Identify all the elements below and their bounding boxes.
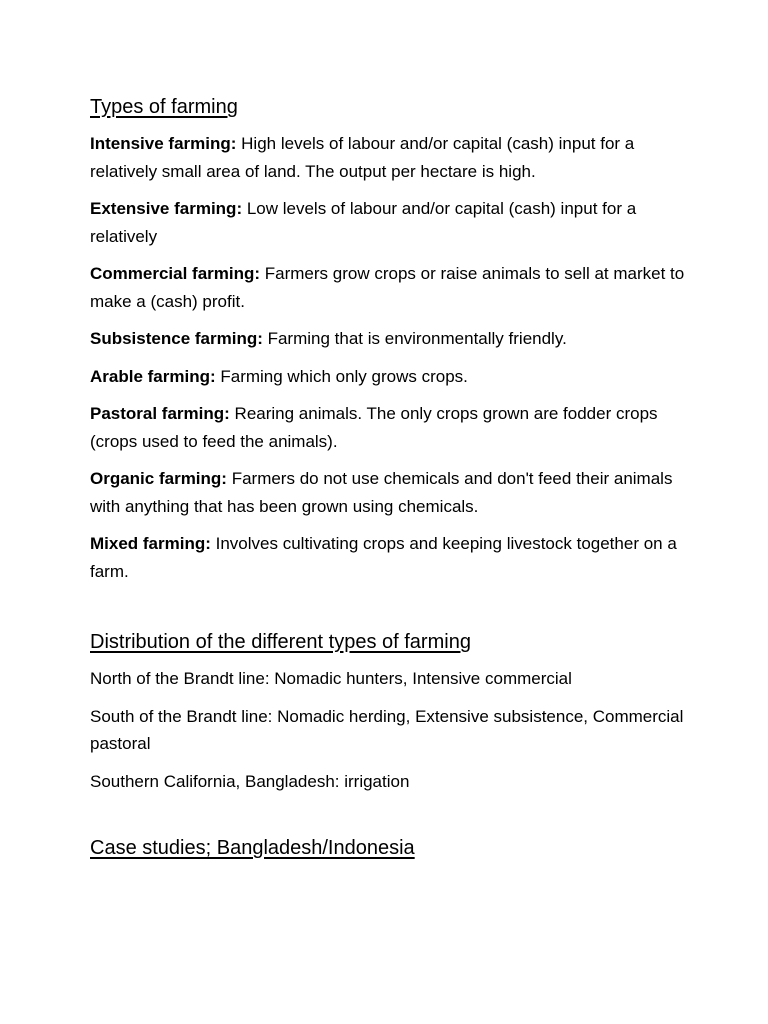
term-label: Commercial farming: [90,264,261,283]
definition-text: Farmers do not use chemicals and don't feed their animals with anything that has been grown using chemicals. [90,469,673,516]
section-spacer [90,805,690,835]
document-body [90,94,690,871]
section-spacer [90,595,690,629]
distribution-line: North of the Brandt line: Nomadic hunters, Intensive commercial [90,669,572,688]
definition-arable-farming [90,363,690,391]
definition-intensive-farming [90,130,690,185]
term-label: Arable farming: [90,366,216,386]
definition-text: Farmers grow crops or raise animals to sell at market to make a (cash) profit. [90,264,685,311]
definition-pastoral-farming [90,400,690,455]
distribution-heading: Distribution of the different types of farming [90,631,471,653]
definition-extensive-farming [90,195,690,250]
definition-text: Low levels of labour and/or capital (cash) input for a relatively [90,199,637,246]
term-label: Pastoral farming: [90,404,230,423]
definition-text: Rearing animals. The only crops grown are fodder crops (crops used to feed the animals). [90,404,658,451]
term-label: Subsistence farming: [90,329,263,348]
definition-mixed-farming [90,530,690,585]
term-label: Intensive farming: [90,134,237,153]
definition-text: Involves cultivating crops and keeping livestock together on a farm. [90,534,677,581]
definition-organic-farming [90,465,690,520]
definition-subsistence-farming [90,325,690,353]
case-studies-heading: Case studies; Bangladesh/Indonesia [90,837,415,859]
distribution-line: Southern California, Bangladesh: irrigation [90,771,410,791]
term-label: Extensive farming: [90,199,243,218]
definition-commercial-farming [90,260,690,315]
distribution-line: South of the Brandt line: Nomadic herding, Extensive subsistence, Commercial pastoral [90,706,684,753]
definition-text: Farming that is environmentally friendly. [262,329,567,348]
definition-text: Farming which only grows crops. [215,366,468,386]
term-label: Organic farming: [90,469,227,488]
definition-text: High levels of labour and/or capital (cash) input for a relatively small area of land. The output per hectare is high. [90,134,635,181]
term-label: Mixed farming: [90,534,211,553]
types-of-farming-heading: Types of farming [90,96,238,118]
